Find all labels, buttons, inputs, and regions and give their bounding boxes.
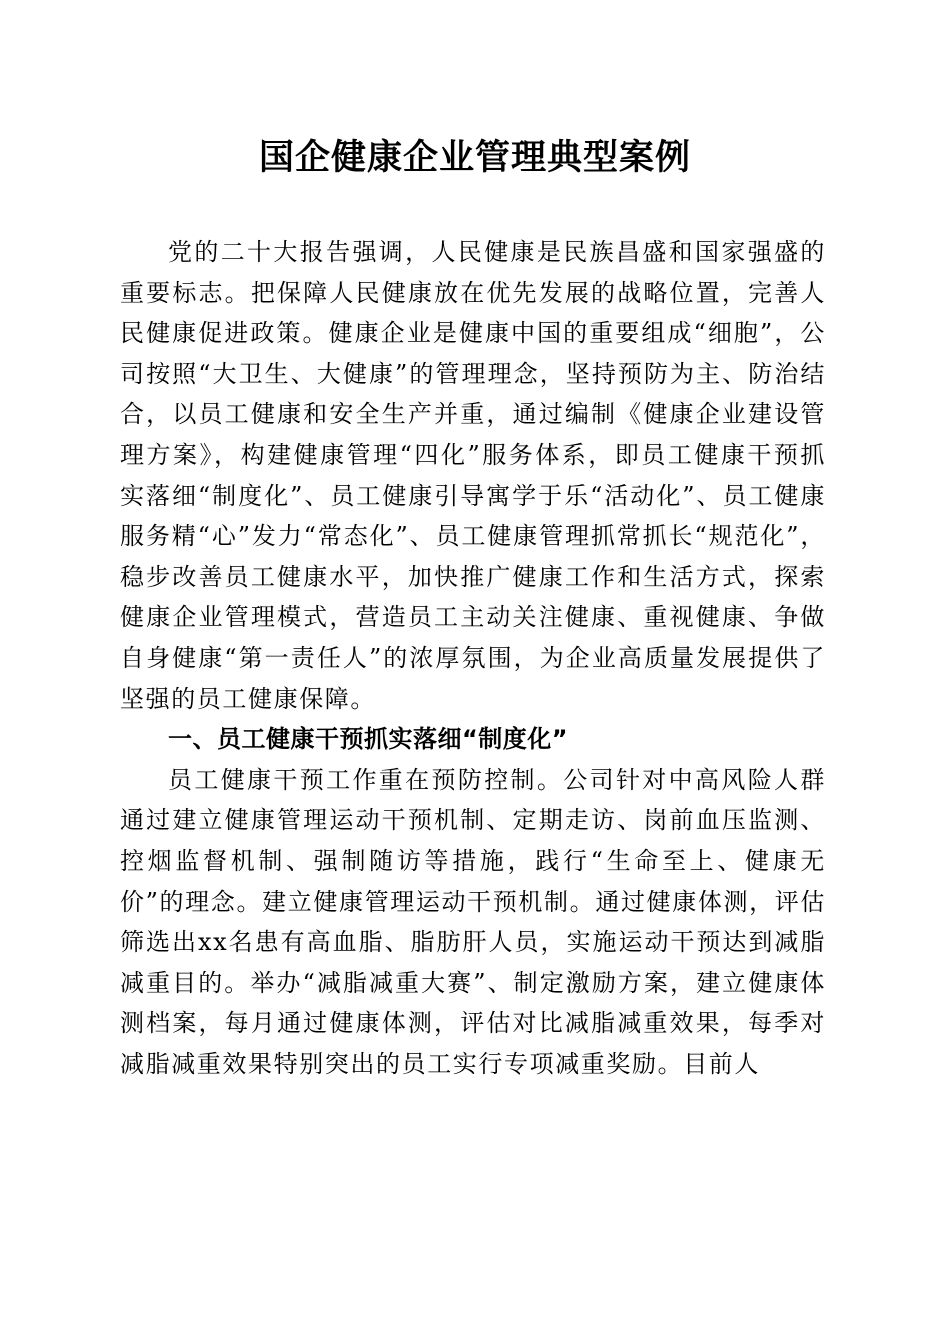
section-heading: 一、员工健康干预抓实落细“制度化” (168, 725, 569, 754)
document-title: 国企健康企业管理典型案例 (258, 137, 691, 178)
document-body (120, 232, 826, 1084)
intro-paragraph: 党的二十大报告强调，人民健康是民族昌盛和国家强盛的重要标志。把保障人民健康放在优先发展的战略位置，完善人民健康促进政策。健康企业是健康中国的重要组成“细胞”，公司按照“大卫生、大健康”的管理理念，坚持预防为主、防治结合，以员工健康和安全生产并重，通过编制《健康企业建设管理方案》，构建健康管理“四化”服务体系，即员工健康干预抓实落细“制度化”、员工健康引导寓学于乐“活动化”、员工健康服务精“心”发力“常态化”、员工健康管理抓常抓长“规范化”，稳步改善员工健康水平，加快推广健康工作和生活方式，探索健康企业管理模式，营造员工主动关注健康、重视健康、争做自身健康“第一责任人”的浓厚氛围，为企业高质量发展提供了坚强的员工健康保障。 (120, 238, 826, 713)
section-paragraph: 员工健康干预工作重在预防控制。公司针对中高风险人群通过建立健康管理运动干预机制、定期走访、岗前血压监测、控烟监督机制、强制随访等措施，践行“生命至上、健康无价”的理念。建立健康管理运动干预机制。通过健康体测，评估筛选出xx名患有高血脂、脂肪肝人员，实施运动干预达到减脂减重目的。举办“减脂减重大赛”、制定激励方案，建立健康体测档案，每月通过健康体测，评估对比减脂减重效果，每季对减脂减重效果特别突出的员工实行专项减重奖励。目前人 (120, 765, 826, 1078)
